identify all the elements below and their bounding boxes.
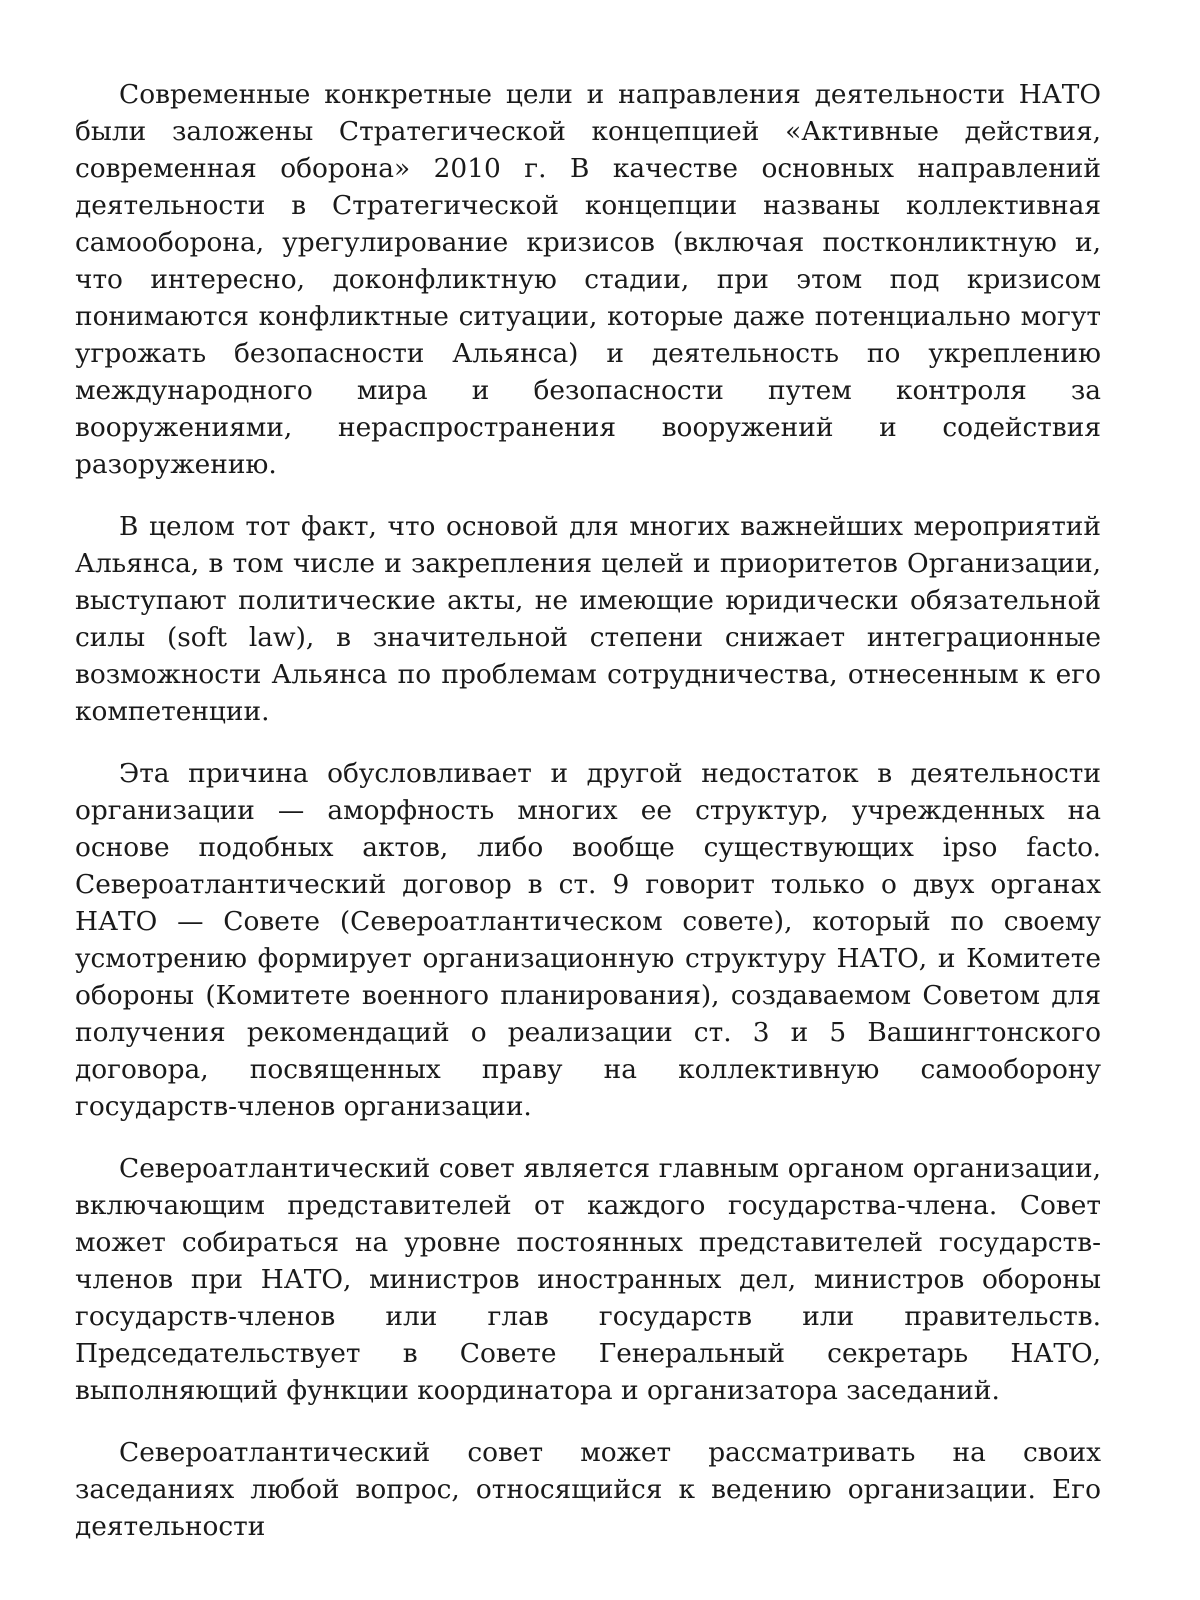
paragraph-structures: Эта причина обусловливает и другой недостаток в деятельности организации — аморфность многих ее структур, учрежденных на основе подобных актов, либо вообще существующих ipso facto. Североатлантический договор в ст. 9 говорит только о двух органах НАТО — Совете (Североатлантическом совете), который по своему усмотрению формирует организационную структуру НАТО, и Комитете обороны (Комитете военного планирования), создаваемом Советом для получения рекомендаций о реализации ст. 3 и 5 Вашингтонского договора, посвященных праву на коллективную самооборону государств-членов организации. [75,758,1101,1122]
paragraph-soft-law: В целом тот факт, что основой для многих важнейших мероприятий Альянса, в том числе и закрепления целей и приоритетов Организации, выступают политические акты, не имеющие юридически обязательной силы (soft law), в значительной степени снижает интеграционные возможности Альянса по проблемам сотрудничества, отнесенным к его компетенции. [75,511,1101,727]
document-page [75,76,1101,1570]
paragraph-council-agenda: Североатлантический совет может рассматривать на своих заседаниях любой вопрос, относящийся к ведению организации. Его деятельности [75,1437,1101,1542]
paragraph-strategic-concept: Современные конкретные цели и направления деятельности НАТО были заложены Стратегической концепцией «Активные действия, современная оборона» 2010 г. В качестве основных направлений деятельности в Стратегической концепции названы коллективная самооборона, урегулирование кризисов (включая постконликтную и, что интересно, доконфликтную стадии, при этом под кризисом понимаются конфликтные ситуации, которые даже потенциально могут угрожать безопасности Альянса) и деятельность по укреплению международного мира и безопасности путем контроля за вооружениями, нераспространения вооружений и содействия разоружению. [75,79,1101,480]
paragraph-north-atlantic-council: Североатлантический совет является главным органом организации, включающим представителей от каждого государства-члена. Совет может собираться на уровне постоянных представителей государств-членов при НАТО, министров иностранных дел, министров обороны государств-членов или глав государств или правительств. Председательствует в Совете Генеральный секретарь НАТО, выполняющий функции координатора и организатора заседаний. [75,1153,1101,1406]
